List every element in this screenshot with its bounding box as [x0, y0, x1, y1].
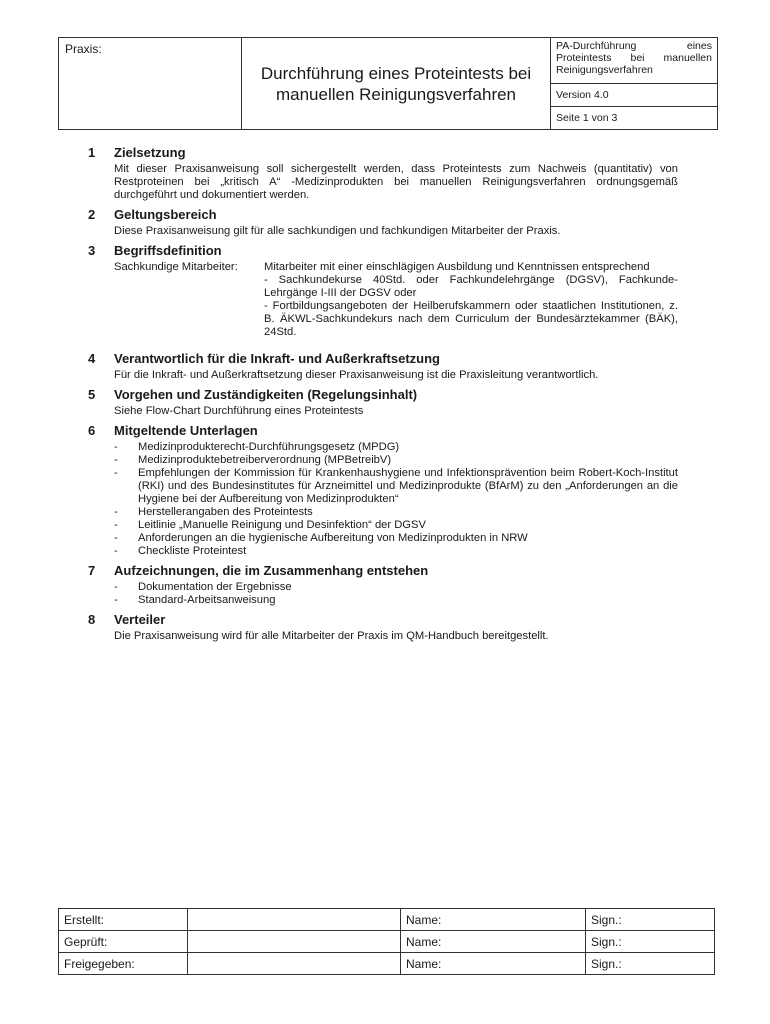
approval-sign: Sign.:	[586, 931, 715, 953]
list-item: - Medizinprodukterecht-Durchführungsgesetz (MPDG)	[114, 441, 400, 453]
section-number: 2	[88, 207, 96, 222]
list-item: - Leitlinie „Manuelle Reinigung und Desinfektion“ der DGSV	[114, 519, 426, 531]
approval-blank	[188, 909, 401, 931]
section-heading	[88, 423, 678, 439]
approval-row-freigegeben	[59, 953, 715, 975]
document-code: PA-Durchführung eines Proteintests bei manuellen Reinigungsverfahren	[551, 38, 717, 84]
definition-description	[264, 261, 678, 339]
section-text: Für die Inkraft- und Außerkraftsetzung dieser Praxisanweisung ist die Praxisleitung verantwortlich.	[114, 369, 599, 381]
approval-sign: Sign.:	[586, 953, 715, 975]
section-geltungsbereich	[88, 207, 678, 238]
approval-sign: Sign.:	[586, 909, 715, 931]
document-version: Version 4.0	[551, 84, 717, 107]
approval-label: Erstellt:	[59, 909, 188, 931]
section-text: Die Praxisanweisung wird für alle Mitarbeiter der Praxis im QM-Handbuch bereitgestellt.	[114, 630, 549, 642]
section-title: Zielsetzung	[114, 145, 186, 160]
header-table	[58, 37, 718, 130]
approval-row-erstellt	[59, 909, 715, 931]
definition-line: - Fortbildungsangeboten der Heilberufskammern oder staatlichen Institutionen, z. B. ÄKWL-Sachkundekurs nach dem Curriculum der Bundesärztekammer (BÄK), 24Std.	[264, 300, 678, 338]
title-line-1: Durchführung eines Proteintests bei	[260, 63, 532, 83]
definition-line: Mitarbeiter mit einer einschlägigen Ausbildung und Kenntnissen entsprechend	[264, 261, 650, 273]
list-item: - Standard-Arbeitsanweisung	[114, 594, 276, 606]
list-item: - Empfehlungen der Kommission für Krankenhaushygiene und Infektionsprävention beim Robert-Koch-Institut (RKI) und des Bundesinstitutes für Arzneimittel und Medizinprodukte (BfArM) zu den „Anforderungen an die Hygiene bei der Aufbereitung von Medizinprodukten“	[114, 467, 678, 505]
section-number: 5	[88, 387, 96, 402]
praxis-cell	[59, 38, 242, 130]
section-title: Verteiler	[114, 612, 166, 627]
approval-name: Name:	[401, 909, 586, 931]
section-heading	[88, 145, 678, 161]
section-title: Vorgehen und Zuständigkeiten (Regelungsinhalt)	[114, 387, 418, 402]
list-item: - Anforderungen an die hygienische Aufbereitung von Medizinprodukten in NRW	[114, 532, 528, 544]
records-list	[114, 581, 678, 607]
document-list	[114, 441, 678, 558]
approval-label: Geprüft:	[59, 931, 188, 953]
section-heading	[88, 351, 678, 367]
section-number: 7	[88, 563, 96, 578]
list-item: - Medizinproduktebetreiberverordnung (MPBetreibV)	[114, 454, 392, 466]
approval-row-geprueft	[59, 931, 715, 953]
praxis-label: Praxis:	[65, 42, 102, 56]
section-heading	[88, 387, 678, 403]
section-title: Verantwortlich für die Inkraft- und Außerkraftsetzung	[114, 351, 440, 366]
section-heading	[88, 612, 678, 628]
definition-entry	[114, 261, 678, 339]
section-heading	[88, 243, 678, 259]
approval-blank	[188, 931, 401, 953]
document-body	[88, 145, 678, 648]
approval-name: Name:	[401, 953, 586, 975]
section-verteiler	[88, 612, 678, 643]
document-title	[242, 38, 551, 130]
approval-name: Name:	[401, 931, 586, 953]
list-item: - Checkliste Proteintest	[114, 545, 247, 557]
section-number: 3	[88, 243, 96, 258]
approval-table	[58, 908, 715, 975]
approval-label: Freigegeben:	[59, 953, 188, 975]
document-meta	[551, 38, 718, 130]
approval-blank	[188, 953, 401, 975]
section-number: 8	[88, 612, 96, 627]
section-mitgeltende-unterlagen	[88, 423, 678, 558]
definition-line: - Sachkundekurse 40Std. oder Fachkundelehrgänge (DGSV), Fachkunde-Lehrgänge I-III der DGSV oder	[264, 274, 678, 299]
section-begriffsdefinition	[88, 243, 678, 339]
section-title: Aufzeichnungen, die im Zusammenhang entstehen	[114, 563, 429, 578]
title-line-2: manuellen Reinigungsverfahren	[275, 84, 517, 104]
section-text: Mit dieser Praxisanweisung soll sichergestellt werden, dass Proteintests zum Nachweis (quantitativ) von Restproteinen bei „kritisch A“ -Medizinprodukten bei manuellen Reinigungsverfahren ordnungsgemäß durchgeführt und dokumentiert werden.	[114, 163, 678, 201]
section-heading	[88, 207, 678, 223]
section-title: Begriffsdefinition	[114, 243, 222, 258]
section-number: 6	[88, 423, 96, 438]
page-number: Seite 1 von 3	[556, 112, 618, 124]
section-title: Mitgeltende Unterlagen	[114, 423, 258, 438]
section-zielsetzung	[88, 145, 678, 202]
section-aufzeichnungen	[88, 563, 678, 607]
section-text: Siehe Flow-Chart Durchführung eines Proteintests	[114, 405, 364, 417]
section-verantwortlich	[88, 351, 678, 382]
section-number: 1	[88, 145, 96, 160]
list-item: - Herstellerangaben des Proteintests	[114, 506, 313, 518]
section-title: Geltungsbereich	[114, 207, 217, 222]
section-number: 4	[88, 351, 96, 366]
section-heading	[88, 563, 678, 579]
definition-term: Sachkundige Mitarbeiter:	[114, 261, 238, 273]
section-text: Diese Praxisanweisung gilt für alle sachkundigen und fachkundigen Mitarbeiter der Praxis.	[114, 225, 561, 237]
section-vorgehen	[88, 387, 678, 418]
list-item: - Dokumentation der Ergebnisse	[114, 581, 292, 593]
